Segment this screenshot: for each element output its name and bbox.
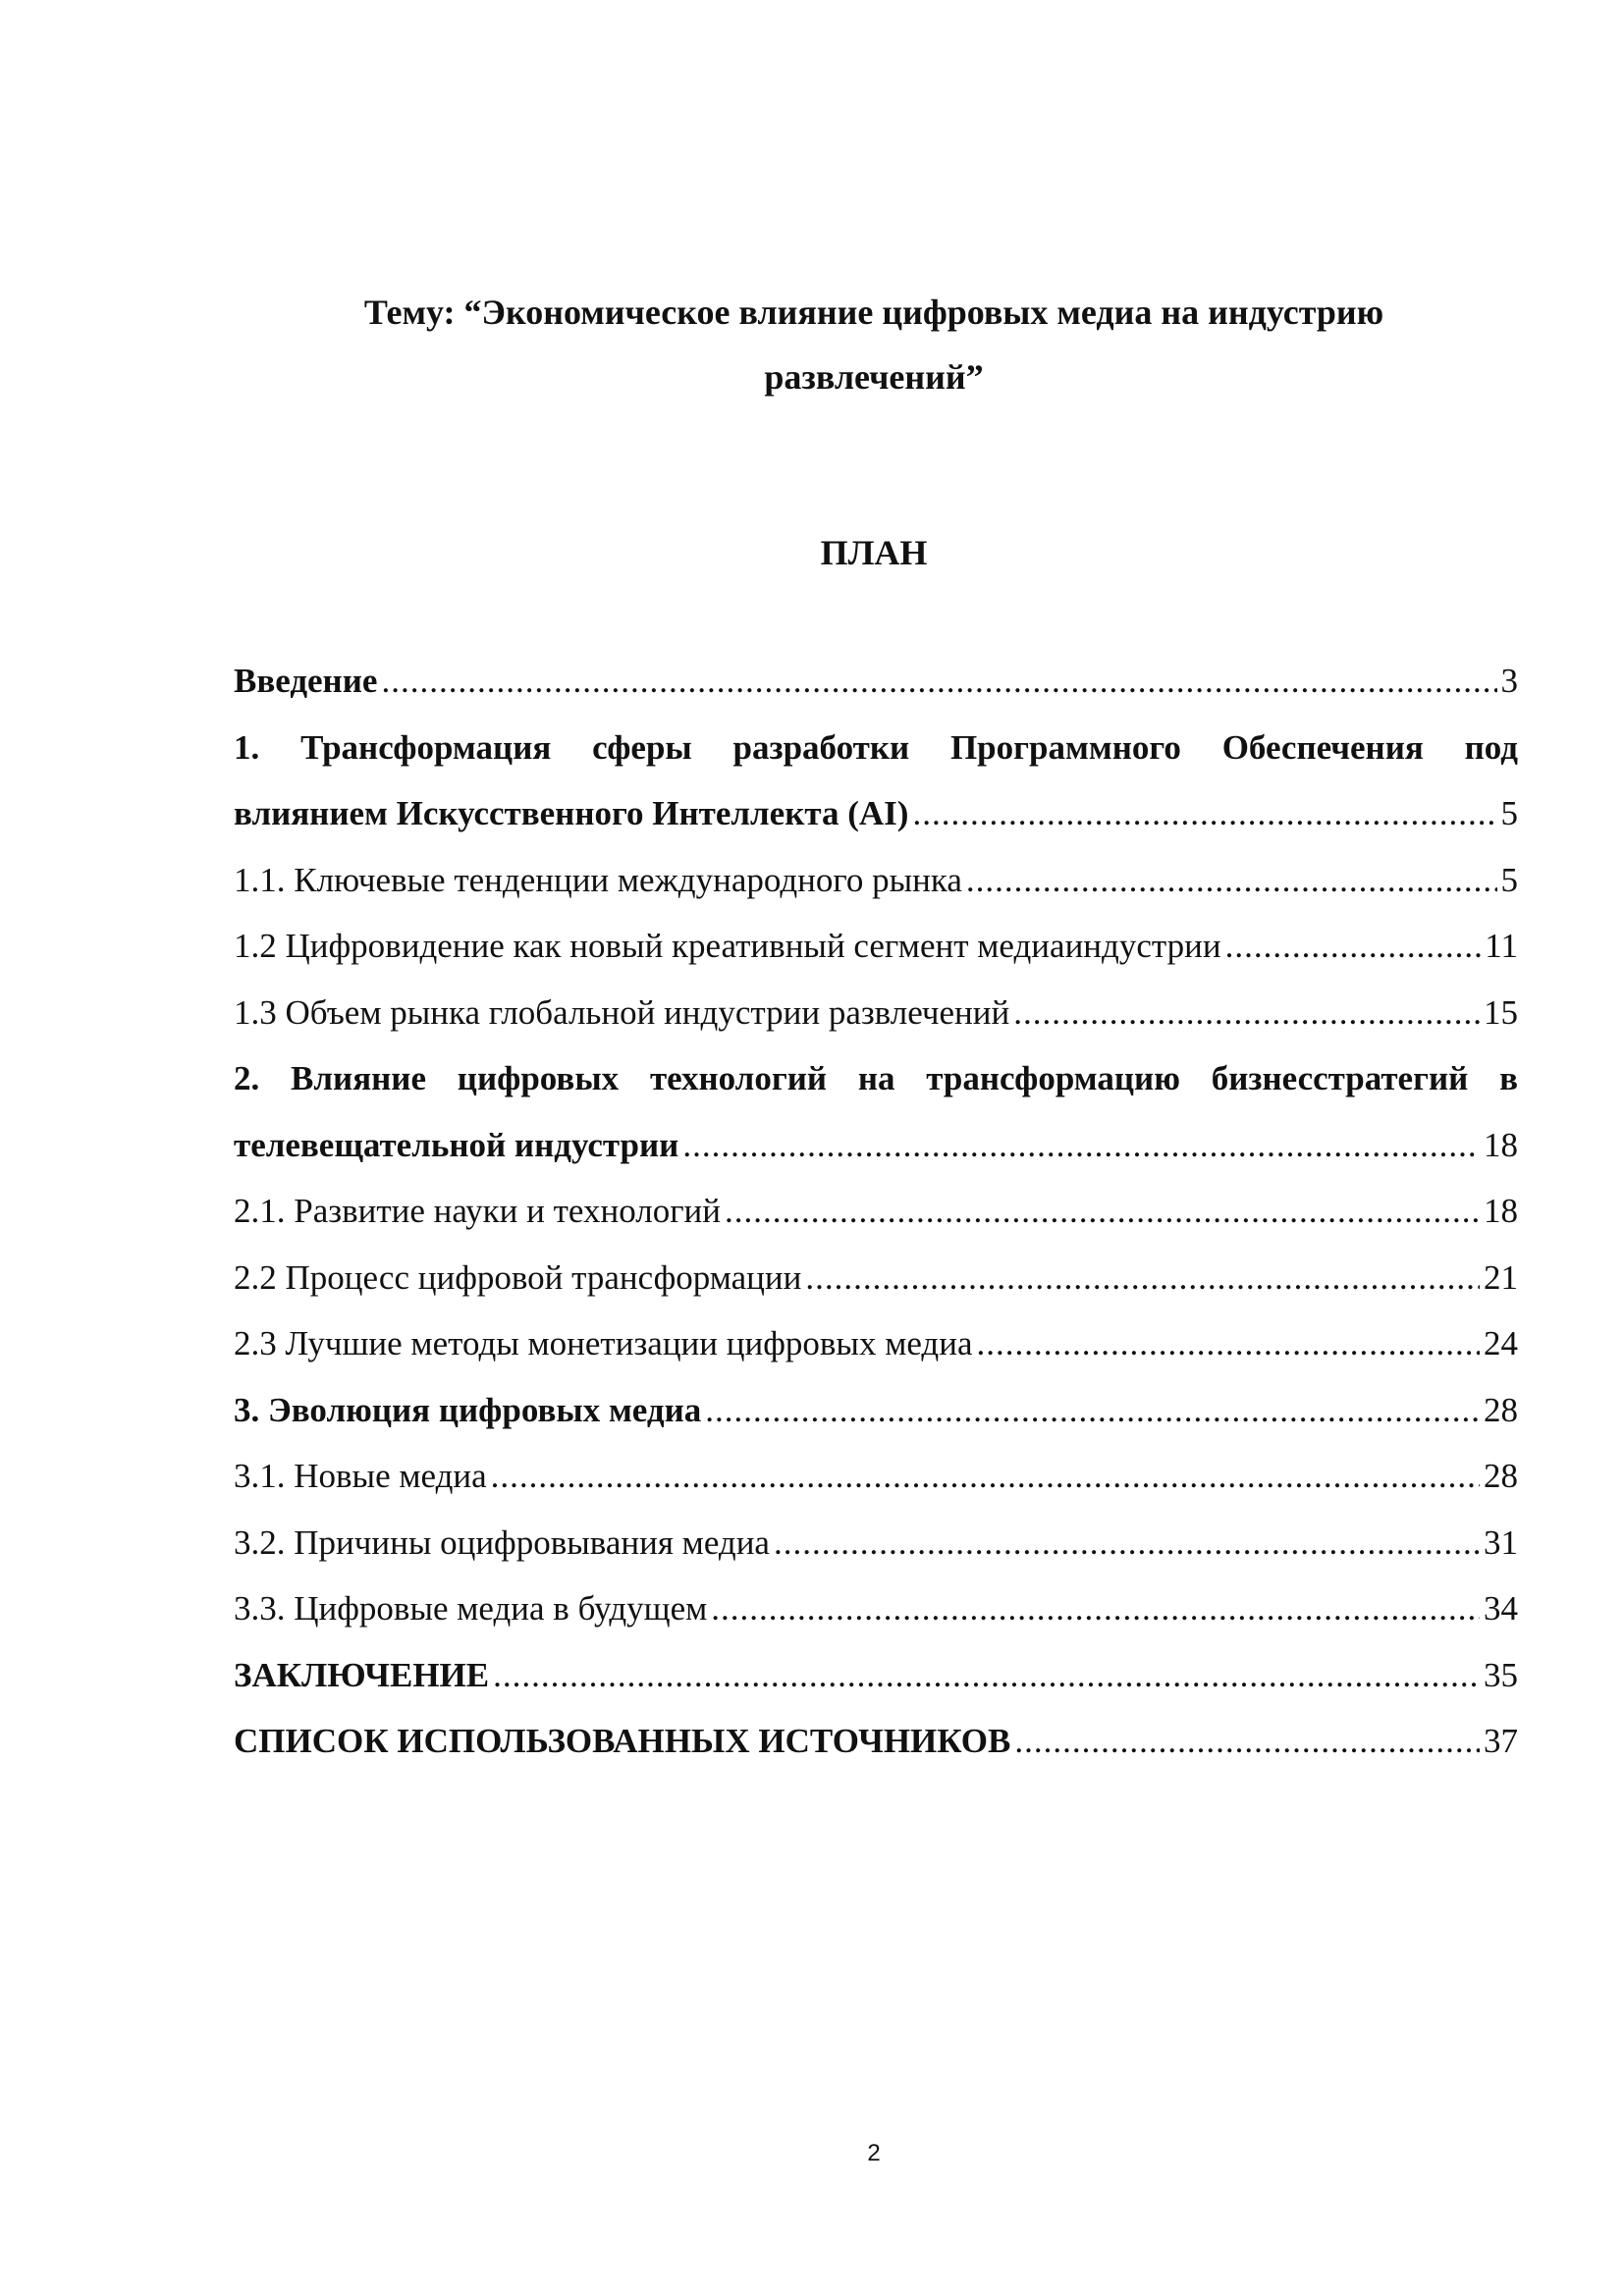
- toc-leader-dots: [711, 1575, 1480, 1642]
- toc-title: Введение: [234, 662, 378, 700]
- toc-line: [234, 1245, 1518, 1311]
- toc-leader-dots: [976, 1310, 1480, 1377]
- toc-entry-section-3-3[interactable]: [234, 1575, 1518, 1642]
- toc-entry-section-2-1[interactable]: [234, 1178, 1518, 1245]
- toc-page-number: 28: [1484, 1457, 1518, 1495]
- toc-page-number: 24: [1484, 1324, 1518, 1362]
- toc-title: 3.1. Новые медиа: [234, 1457, 487, 1495]
- toc-leader-dots: [1225, 913, 1482, 980]
- toc-title: 1.3 Объем рынка глобальной индустрии развлечений: [234, 992, 1010, 1032]
- toc-line: [234, 1377, 1518, 1444]
- toc-page-number: 35: [1484, 1655, 1518, 1694]
- toc-page-number: 15: [1484, 992, 1518, 1032]
- toc-line: [234, 1443, 1518, 1510]
- toc-entry-chapter-2[interactable]: [234, 1045, 1518, 1178]
- footer-page-number: 2: [867, 2140, 881, 2166]
- toc-leader-dots: [774, 1510, 1480, 1576]
- toc-line: [234, 1112, 1518, 1179]
- toc-page-number: 37: [1484, 1722, 1518, 1760]
- toc-line: [234, 1642, 1518, 1709]
- toc-title: 3. Эволюция цифровых медиа: [234, 1390, 702, 1429]
- toc-line: [234, 1575, 1518, 1642]
- toc-page-number: 21: [1484, 1257, 1518, 1297]
- toc-page-number: 5: [1500, 860, 1518, 899]
- toc-page-number: 3: [1500, 662, 1518, 700]
- toc-page-number: 28: [1484, 1390, 1518, 1429]
- toc-title: телевещательной индустрии: [234, 1125, 679, 1164]
- toc-page-number: 34: [1484, 1589, 1518, 1628]
- toc-leader-dots: [805, 1245, 1480, 1311]
- toc-entry-section-2-2[interactable]: [234, 1245, 1518, 1311]
- toc-leader-dots: [493, 1642, 1480, 1709]
- toc-entry-section-2-3[interactable]: [234, 1310, 1518, 1377]
- toc-entry-section-1-2[interactable]: [234, 913, 1518, 980]
- toc-leader-dots: [1014, 1708, 1480, 1775]
- toc-line: [234, 980, 1518, 1046]
- toc-leader-dots: [705, 1377, 1480, 1444]
- toc-entry-chapter-1[interactable]: [234, 715, 1518, 847]
- toc-title: ЗАКЛЮЧЕНИЕ: [234, 1655, 490, 1694]
- toc-entry-introduction[interactable]: [234, 648, 1518, 715]
- toc-title-line-1: 1. Трансформация сферы разработки Программного Обеспечения под: [234, 727, 1518, 767]
- toc-line: [234, 648, 1518, 715]
- toc-page-number: 5: [1500, 794, 1518, 832]
- toc-line: [234, 780, 1518, 847]
- toc-title: 2.3 Лучшие методы монетизации цифровых медиа: [234, 1324, 973, 1362]
- toc-leader-dots: [725, 1178, 1480, 1245]
- toc-title: 3.2. Причины оцифровывания медиа: [234, 1522, 770, 1562]
- toc-leader-dots: [682, 1112, 1480, 1179]
- toc-title: 2.1. Развитие науки и технологий: [234, 1192, 722, 1230]
- toc-leader-dots: [1013, 980, 1480, 1046]
- toc-line: [234, 1510, 1518, 1576]
- toc-title-line-1: 2. Влияние цифровых технологий на трансформацию бизнесстратегий в: [234, 1059, 1518, 1097]
- toc-page-number: 31: [1484, 1522, 1518, 1562]
- toc-page-number: 18: [1484, 1192, 1518, 1230]
- toc-line: [234, 1708, 1518, 1775]
- toc-title: СПИСОК ИСПОЛЬЗОВАННЫХ ИСТОЧНИКОВ: [234, 1722, 1011, 1760]
- toc-line: [234, 847, 1518, 914]
- toc-title: 1.2 Цифровидение как новый креативный сегмент медиаиндустрии: [234, 927, 1221, 965]
- toc-title: 3.3. Цифровые медиа в будущем: [234, 1589, 708, 1628]
- topic-line-1: Тему: “Экономическое влияние цифровых медиа на индустрию: [363, 293, 1384, 332]
- toc-line: [234, 1178, 1518, 1245]
- topic-line-2: развлечений”: [764, 357, 984, 397]
- toc-line: [234, 1310, 1518, 1377]
- toc-leader-dots: [491, 1443, 1480, 1510]
- table-of-contents: [234, 648, 1518, 1775]
- toc-entry-chapter-3[interactable]: [234, 1377, 1518, 1444]
- toc-entry-section-3-2[interactable]: [234, 1510, 1518, 1576]
- document-topic: [236, 280, 1512, 409]
- toc-leader-dots: [912, 780, 1496, 847]
- toc-entry-conclusion[interactable]: [234, 1642, 1518, 1709]
- plan-heading: ПЛАН: [820, 533, 928, 572]
- toc-leader-dots: [966, 847, 1497, 914]
- toc-title: 2.2 Процесс цифровой трансформации: [234, 1257, 802, 1297]
- toc-entry-section-1-1[interactable]: [234, 847, 1518, 914]
- toc-title: влиянием Искусственного Интеллекта (AI): [234, 794, 909, 832]
- toc-entry-section-3-1[interactable]: [234, 1443, 1518, 1510]
- toc-title: 1.1. Ключевые тенденции международного рынка: [234, 860, 962, 899]
- toc-leader-dots: [381, 648, 1496, 715]
- toc-page-number: 18: [1484, 1125, 1518, 1164]
- toc-entry-section-1-3[interactable]: [234, 980, 1518, 1046]
- toc-entry-references[interactable]: [234, 1708, 1518, 1775]
- toc-line: [234, 913, 1518, 980]
- toc-page-number: 11: [1485, 927, 1518, 965]
